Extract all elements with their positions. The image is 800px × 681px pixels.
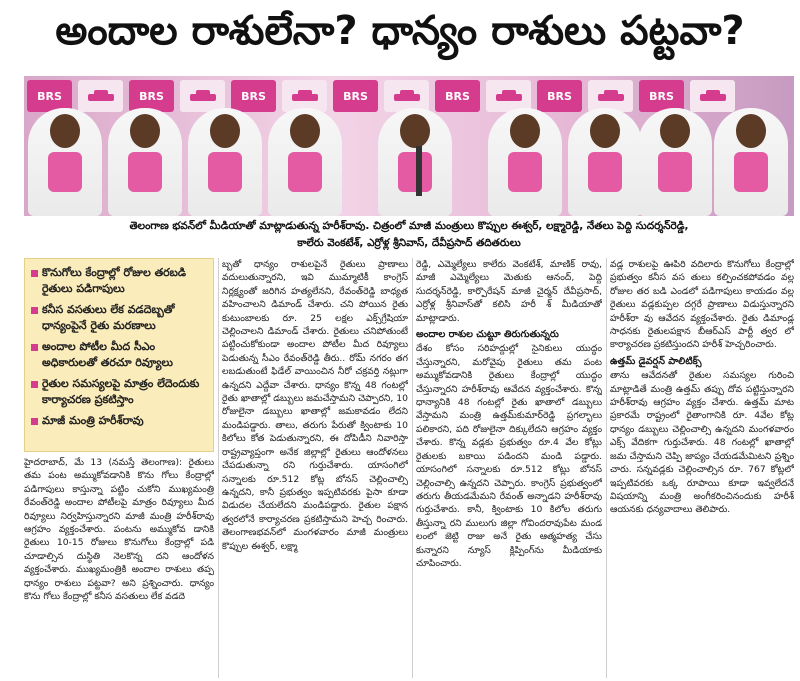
- article-column-4: [610, 258, 794, 678]
- highlight-item: కొనుగోలు కేంద్రాల్లో రోజుల తరబడి రైతులు పడిగాపులు: [31, 265, 207, 297]
- car-icon: [384, 80, 429, 112]
- highlights-box: [24, 258, 214, 452]
- article-column-2: [222, 258, 408, 678]
- car-icon: [588, 80, 633, 112]
- person-icon: [188, 108, 262, 216]
- bullet-icon: [31, 381, 38, 388]
- article-paragraph: హైదరాబాద్, మే 13 (నమస్తే తెలంగాణ): రైతులు తమ పంట అమ్ముకోవడానికి కొను గోలు కేంద్రాల్లో పడిగాపులు కాస్తున్నా పట్టిం చుకోని ముఖ్యమంత్రి రేవంత్‌రెడ్డి అందాల పోటీలపై మాత్రం రివ్యూలు మీద రివ్యూలు నిర్వహిస్తున్నారని మాజీ మంత్రి హరీశ్‌రావు ఆగ్రహం వ్యక్తంచేశారు. పంటను అమ్ముకోవ డానికి రైతులు 10-15 రోజులు కొనుగోలు కేంద్రాల్లో పడి చూడాల్సిన దుస్థితి నెలకొన్న దని ఆందోళన వ్యక్తంచేశారు. ముఖ్యమంత్రికి అందాల రాశులు తప్ప ధాన్యం రాశులు పట్టవా? అని ప్రశ్నించారు. ధాన్యం కొను గోలు కేంద్రాల్లో కనీస వసతులు లేక వడదె: [24, 457, 214, 603]
- person-icon: [714, 108, 788, 216]
- column-divider: [218, 258, 219, 678]
- article-paragraph: తాను ఆవేదనతో రైతుల సమస్యల గురించి మాట్లాడితే మంత్రి ఉత్తమ్ తప్పు దోవ పట్టిస్తున్నారని హరీశ్‌రావు ఆగ్రహం వ్యక్తం చేశారు. ఉత్తమ్ మాట ప్రకారమే రాష్ట్రంలో రైతాంగానికి రూ. 4వేల కోట్ల ధాన్యం డబ్బులు చెల్లించాల్సి ఉన్నదని మంగళవారం ఎక్స్ వేదికగా గుర్తుచేశారు. 48 గంటల్లో ఖాతాల్లో జమ చేస్తామని చెప్పి జాప్యం చేయడమేమిటని ప్రశ్నిం చారు. సన్నవడ్లకు చెల్లించాల్సిన రూ. 767 కోట్లలో ఇప్పటివరకు ఒక్క రూపాయి కూడా ఇవ్వలేదనే విషయాన్ని మంత్రి అంగీకరించినందుకు హరీశ్ ఆయనకు ధన్యవాదాలు తెలిపారు.: [610, 370, 794, 516]
- article-paragraph: దేశం కోసం సరిహద్దుల్లో సైనికులు యుద్ధం చేస్తున్నారని, మరోవైపు రైతులు తమ పంట అమ్ముకోవడానికి రైతులు కేంద్రాల్లో యుద్ధం చేస్తున్నారని హరీశ్‌రావు ఆవేదన వ్యక్తంచేశారు. కొన్న ధాన్యానికి 48 గంటల్లో రైతు ఖాతాలో డబ్బులు వేస్తామని మంత్రి ఉత్తమ్‌కుమార్‌రెడ్డి ప్రగల్భాలు పలికారని, పది రోజులైనా దిక్కులేదని ఆగ్రహం వ్యక్తం చేశారు. కొన్న వడ్లకు ప్రభుత్వం రూ.4 వేల కోట్లు రైతులకు బకాయి పడిందని మండి పడ్డారు. యాసంగిలో సన్నాలకు రూ.512 కోట్లు బోనస్ చెల్లించాల్సి ఉన్నదని చెప్పారు. కాంగ్రెస్ ప్రభుత్వంలో తరుగు తీయడమేమని రేవంత్ అన్నాడని హరీశ్‌రావు గుర్తుచేశారు. కానీ, క్వింటాకు 10 కిలోల తరుగు తీస్తున్నా రని ములుగు జిల్లా గోవిందరావుపేట మండ లంలో జెట్టి రాజు అనే రైతు ఆత్మహత్య చేసు కున్నారని న్యూస్ క్లిప్పింగ్‌ను మీడియాకు చూపించారు.: [416, 343, 602, 569]
- brs-logo-tile: BRS: [639, 80, 684, 112]
- headline: అందాల రాశులేనా? ధాన్యం రాశులు పట్టవా?: [55, 8, 745, 54]
- column-divider: [412, 258, 413, 678]
- brs-logo-tile: BRS: [537, 80, 582, 112]
- car-icon: [180, 80, 225, 112]
- subheading: ఉత్తమ్ డైవర్షన్ పాలిటిక్స్: [610, 355, 702, 367]
- caption-line: తెలంగాణ భవన్‌లో మీడియాతో మాట్లాడుతున్న హరీశ్‌రావు. చిత్రంలో మాజీ మంత్రులు కొప్పుల ఈశ్వర్, లక్ష్మారెడ్డి, నేతలు పెద్ది సుదర్శన్‌రెడ్డి,: [129, 220, 689, 232]
- person-icon: [568, 108, 642, 216]
- bullet-icon: [31, 418, 38, 425]
- article-paragraph: బ్బతో ధాన్యం రాశులపైనే రైతులు ప్రాణాలు వదులుతున్నారని, ఇవి ముమ్మాటికీ కాంగ్రెస్ నిర్లక్ష్యంతో జరిగిన హత్యలేనని, రేవంత్‌రెడ్డి బాధ్యత వహించాలని డిమాండ్ చేశారు. చని పోయిన రైతు కుటుంబాలకు రూ. 25 లక్షల ఎక్స్‌గ్రేషియా చెల్లించాలని డిమాండ్ చేశారు. రైతులు చనిపోతుంటే పట్టించుకోకుండా అందాల పోటీల మీద రివ్యూలు పెడుతున్న సీఎం రేవంత్‌రెడ్డి తీరు.. రోమ్ నగరం తగ లబడుతుంటే ఫిడేల్ వాయించిన నీరో చక్రవర్తి నట్లుగా ఉన్నదని ఎద్దేవా చేశారు. ధాన్యం కొన్న 48 గంటల్లో రైతు ఖాతాల్లో డబ్బులు జమచేస్తామని చెప్పారని, 10 రోజులైనా డబ్బులు ఖాతాల్లో జమకావడం లేదని మండిపడ్డారు. తాలు, తరుగు పేరుతో క్వింటాకు 10 కిలోలు కోత పెడుతున్నారని, ఈ దోపిడీని నివారిస్తా రాష్ట్రవ్యాప్తంగా అనేక జిల్లాల్లో రైతులు ఆందోళనలు చేపడుతున్నా రని గుర్తుచేశారు. యాసంగిలో సన్నాలకు రూ.512 కోట్ల బోనస్ చెల్లించాల్సి ఉన్నదని, కానీ ప్రభుత్వం ఇప్పటివరకు పైసా కూడా విడుదల చేయలేదని మండిపడ్డారు. రైతుల పక్షాన త్వరలోనే కార్యాచరణ ప్రకటిస్తామని హెచ్చ రించారు. తెలంగాణభవన్‌లో మంగళవారం మాజీ మంత్రులు కొప్పుల ఈశ్వర్, లక్ష్మా: [222, 259, 408, 552]
- person-icon: [108, 108, 182, 216]
- car-icon: [690, 80, 735, 112]
- microphone-icon: [416, 146, 422, 196]
- article-paragraph: వడ్ల రాశులపై ఊపిరి వదిలారు కొనుగోలు కేంద్రాల్లో ప్రభుత్వం కనీస వస తులు కల్పించకపోవడం వల్ల రోజుల తర బడి ఎండలో పడిగాపులు కాయడం వల్ల రైతులు వడ్లకుప్పల దగ్గరే ప్రాణాలు విడుస్తున్నారని హరీశ్‌రా వు ఆవేదన వ్యక్తంచేశారు. రైతు డిమాండ్ల సాధనకు రైతులపక్షాన బీఆర్‌ఎస్ పార్టీ త్వర లో కార్యాచరణ ప్రకటిస్తుందని హరీశ్ హెచ్చరించారు.: [610, 259, 794, 351]
- highlight-item: మాజీ మంత్రి హరీశ్‌రావు: [31, 413, 207, 429]
- column-divider: [606, 258, 607, 678]
- press-meet-photo: [24, 76, 794, 216]
- person-icon: [28, 108, 102, 216]
- brs-logo-tile: BRS: [129, 80, 174, 112]
- brs-logo-tile: BRS: [435, 80, 480, 112]
- brs-logo-tile: BRS: [231, 80, 276, 112]
- person-icon: [488, 108, 562, 216]
- subheading: అందాల రాశుల చుట్టూ తిరుగుతున్నరు: [416, 329, 559, 341]
- person-icon: [378, 108, 452, 216]
- article-paragraph: రెడ్డి, ఎమ్మెల్యేలు కాలేరు వెంకటేశ్, మాణిక్ రావు, మాజీ ఎమ్మెల్యేలు మెతుకు ఆనంద్, పెద్ది సుదర్శన్‌రెడ్డి, కార్పొరేషన్ మాజీ చైర్మన్ దేవీప్రసాద్, ఎర్రోళ్ల శ్రీనివాస్‌తో కలిసి హరీ శ్ మీడియాతో మాట్లాడారు.: [416, 259, 602, 324]
- article-column-1: [24, 456, 214, 678]
- caption-line: కాలేరు వెంకటేశ్, ఎర్రోళ్ల శ్రీనివాస్, దేవీప్రసాద్ తదితరులు: [297, 237, 521, 249]
- bullet-icon: [31, 307, 38, 314]
- car-icon: [78, 80, 123, 112]
- brs-logo-tile: BRS: [27, 80, 72, 112]
- highlight-item: రైతుల సమస్యలపై మాత్రం లేదెందుకు కార్యాచరణ ప్రకటిస్తాం: [31, 376, 207, 408]
- highlight-item: కనీస వసతులు లేక వడదెబ్బతో ధాన్యంపైనే రైతు మరణాలు: [31, 302, 207, 334]
- person-icon: [638, 108, 712, 216]
- bullet-icon: [31, 270, 38, 277]
- article-column-3: [416, 258, 602, 678]
- person-icon: [268, 108, 342, 216]
- bullet-icon: [31, 344, 38, 351]
- brs-logo-tile: BRS: [333, 80, 378, 112]
- highlight-item: అందాల పోటీల మీద సీఎం అధికారులతో తరచూ రివ్యూలు: [31, 339, 207, 371]
- photo-caption: [24, 218, 794, 256]
